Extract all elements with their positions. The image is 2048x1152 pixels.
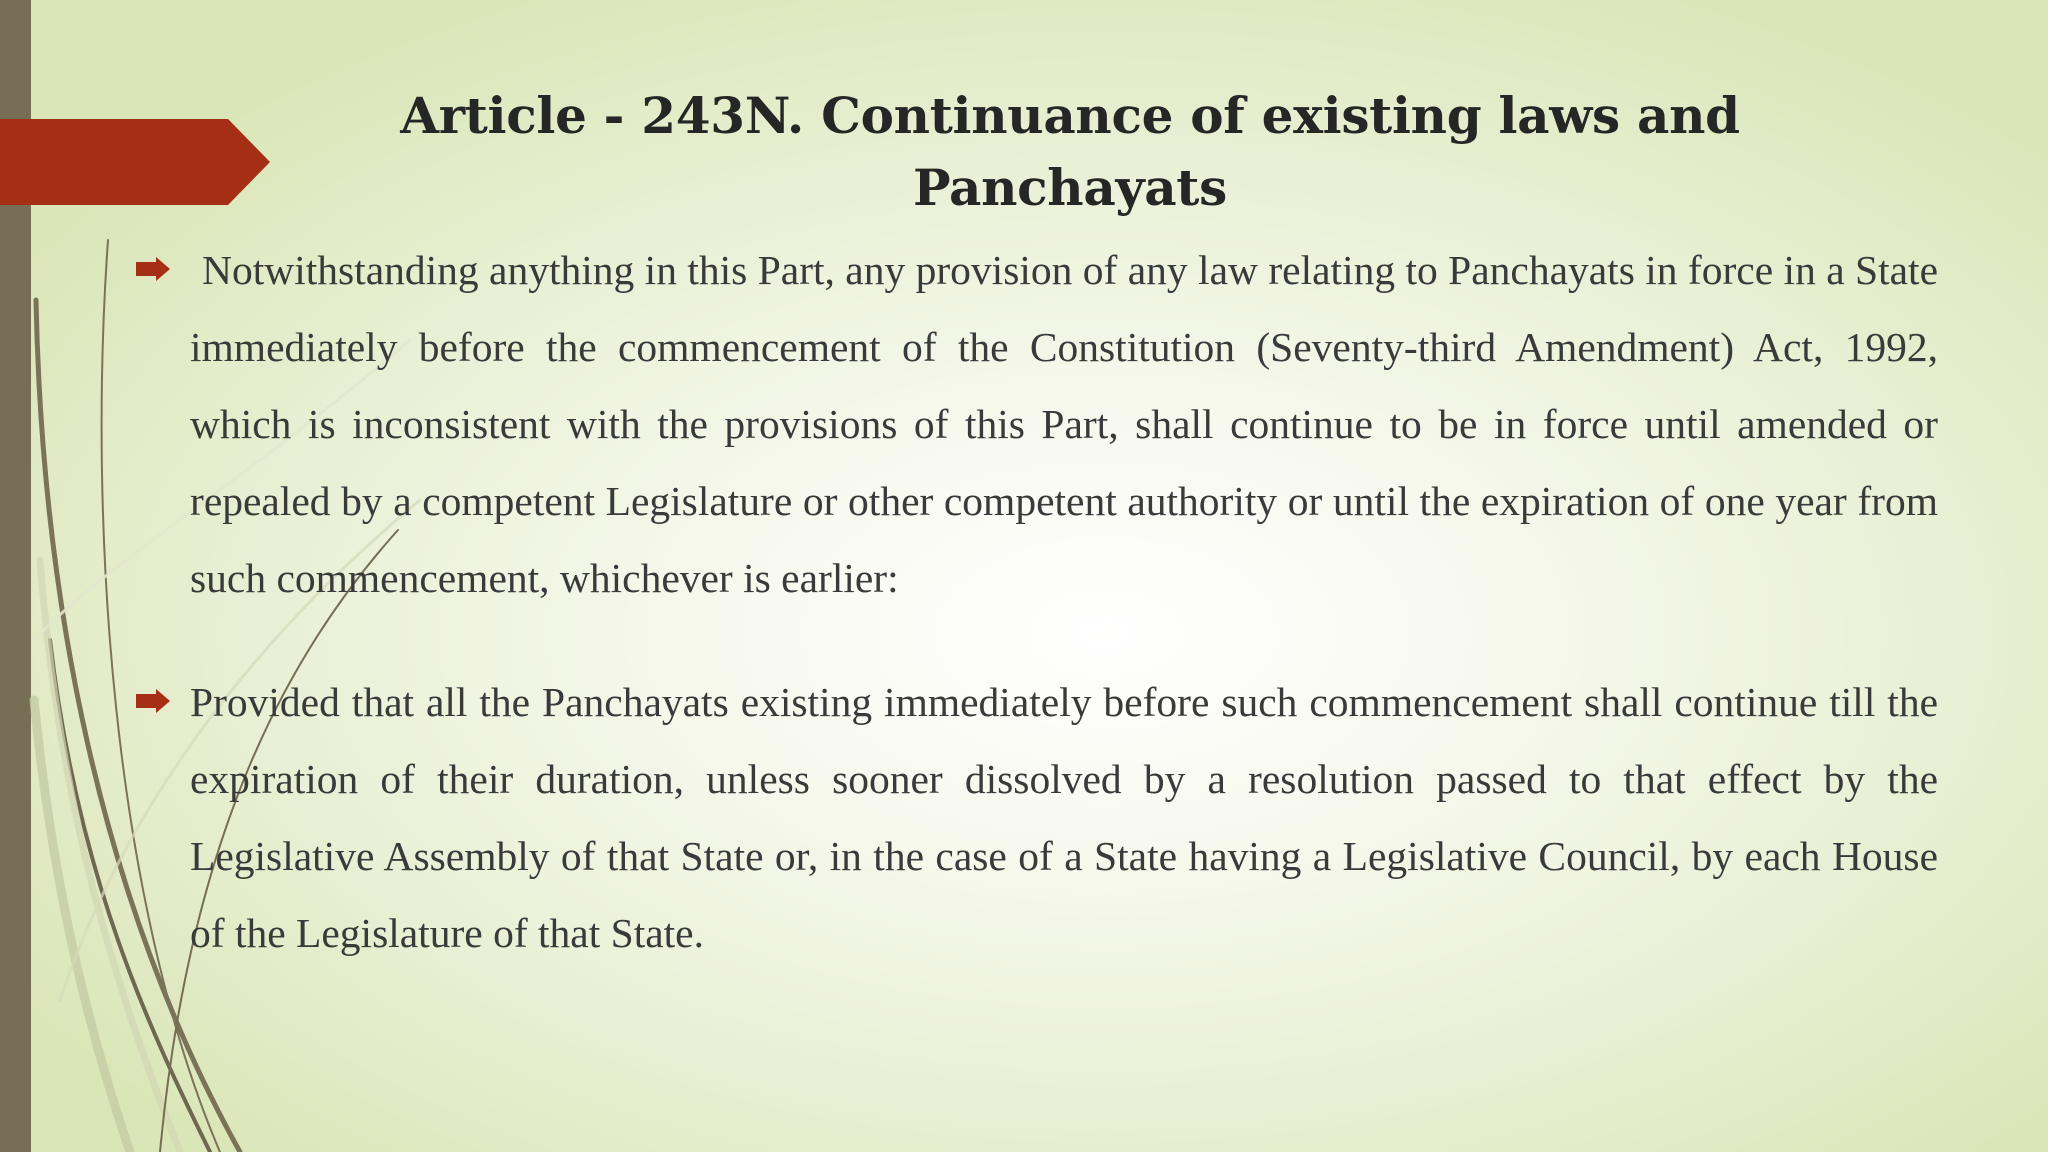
title-accent-arrow bbox=[0, 119, 270, 205]
bullet-text: Notwithstanding anything in this Part, any provision of any law relating to Panchayats in force in a State immediately before the commencement of the Constitution (Seventy-third Amendment) Act, 1992, which is inconsistent with the provisions of this Part, shall continue to be in force until amended or repealed by a competent Legislature or other competent authority or until the expiration of one year from such commencement, whichever is earlier: bbox=[190, 247, 1938, 601]
bullet-item bbox=[190, 664, 1938, 972]
slide-title: Article - 243N. Continuance of existing laws and Panchayats bbox=[400, 86, 1740, 217]
bullet-list bbox=[190, 232, 1938, 1019]
bullet-text: Provided that all the Panchayats existing immediately before such commencement shall continue till the expiration of their duration, unless sooner dissolved by a resolution passed to that effect by the Legislative Assembly of that State or, in the case of a State having a Legislative Council, by each House of the Legislature of that State. bbox=[190, 679, 1938, 956]
arrow-bullet-icon bbox=[136, 689, 170, 713]
arrow-bullet-icon bbox=[136, 257, 170, 281]
bullet-item bbox=[190, 232, 1938, 617]
